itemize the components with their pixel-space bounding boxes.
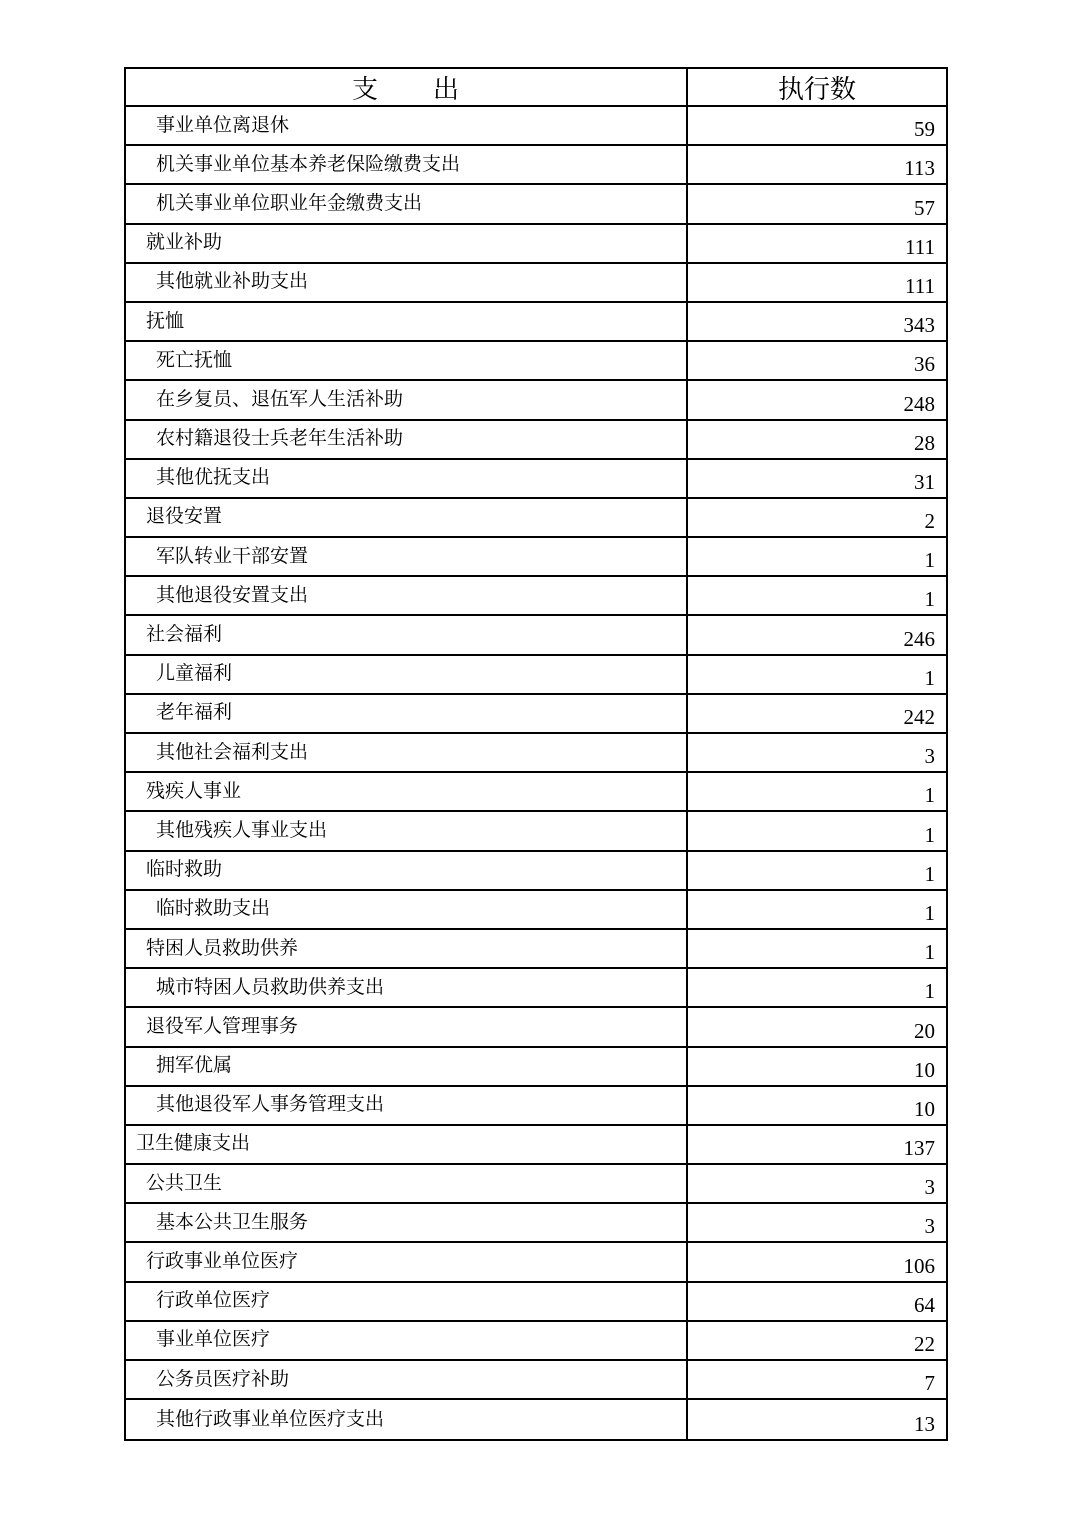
row-label: 公务员医疗补助 [126,1361,688,1398]
table-row [126,773,946,812]
row-label: 在乡复员、退伍军人生活补助 [126,381,688,418]
row-label: 机关事业单位职业年金缴费支出 [126,185,688,222]
row-label: 其他优抚支出 [126,460,688,497]
row-label: 其他行政事业单位医疗支出 [126,1400,688,1439]
row-value: 10 [914,1057,935,1082]
table-row [126,264,946,303]
table-row [126,577,946,616]
table-row [126,1048,946,1087]
row-value: 242 [903,705,935,729]
row-label: 社会福利 [126,616,688,653]
table-row [126,1361,946,1400]
row-value: 13 [914,1412,935,1437]
table-row [126,734,946,773]
row-value: 22 [914,1332,935,1356]
table-row [126,225,946,264]
row-label: 残疾人事业 [126,773,688,810]
table-row [126,1243,946,1282]
row-label: 死亡抚恤 [126,342,688,379]
row-label: 其他退役安置支出 [126,577,688,614]
row-label: 临时救助支出 [126,891,688,928]
header-executed-amount: 执行数 [777,74,856,104]
expenditure-table [124,67,948,1441]
row-label: 卫生健康支出 [126,1126,688,1163]
table-row [126,812,946,851]
row-value: 113 [904,156,935,181]
row-label: 公共卫生 [126,1165,688,1202]
row-value: 36 [914,352,935,377]
row-label: 老年福利 [126,695,688,732]
row-label: 行政事业单位医疗 [126,1243,688,1280]
row-label: 拥军优属 [126,1048,688,1085]
table-row [126,342,946,381]
header-expense: 支 出 [126,69,688,105]
table-row [126,1400,946,1439]
table-body [126,107,946,1439]
row-label: 其他残疾人事业支出 [126,812,688,849]
table-row [126,969,946,1008]
row-label: 临时救助 [126,852,688,889]
row-label: 儿童福利 [126,656,688,693]
table-row [126,460,946,499]
table-row [126,1165,946,1204]
row-value: 1 [924,548,935,573]
row-value: 246 [903,626,935,651]
table-row [126,1008,946,1047]
row-value: 1 [924,940,935,965]
row-label: 农村籍退役士兵老年生活补助 [126,421,688,458]
row-value: 1 [924,861,935,886]
row-value: 3 [924,1214,935,1239]
table-row [126,1087,946,1126]
row-label: 其他就业补助支出 [126,264,688,301]
table-row [126,303,946,342]
row-value: 1 [924,822,935,847]
row-value: 106 [903,1253,935,1278]
table-row [126,381,946,420]
row-label: 退役军人管理事务 [126,1008,688,1045]
row-label: 军队转业干部安置 [126,538,688,575]
table-row [126,616,946,655]
row-value: 343 [903,313,935,338]
row-value: 2 [924,509,935,534]
table-header-row [126,69,946,107]
row-label: 特困人员救助供养 [126,930,688,967]
table-row [126,695,946,734]
row-value: 1 [924,979,935,1004]
row-value: 10 [914,1096,935,1121]
row-label: 其他社会福利支出 [126,734,688,771]
row-value: 1 [924,665,935,690]
row-value: 137 [903,1136,935,1161]
row-value: 28 [914,430,935,455]
table-row [126,1322,946,1361]
row-value: 1 [924,587,935,612]
table-row [126,1283,946,1322]
row-value: 111 [905,273,935,298]
row-value: 3 [924,744,935,769]
table-row [126,852,946,891]
table-row [126,421,946,460]
row-value: 1 [924,900,935,925]
row-label: 事业单位医疗 [126,1322,688,1359]
row-label: 基本公共卫生服务 [126,1204,688,1241]
row-value: 64 [914,1292,935,1317]
row-value: 7 [924,1371,935,1396]
row-label: 其他退役军人事务管理支出 [126,1087,688,1124]
row-value: 31 [914,469,935,494]
row-label: 机关事业单位基本养老保险缴费支出 [126,146,688,183]
row-value: 111 [905,234,935,259]
table-row [126,1126,946,1165]
row-label: 城市特困人员救助供养支出 [126,969,688,1006]
row-value: 1 [924,783,935,808]
table-row [126,656,946,695]
row-label: 退役安置 [126,499,688,536]
table-row [126,185,946,224]
table-row [126,499,946,538]
table-row [126,1204,946,1243]
row-label: 抚恤 [126,303,688,340]
row-label: 行政单位医疗 [126,1283,688,1320]
row-value: 57 [914,195,935,220]
row-value: 59 [914,117,935,142]
table-row [126,538,946,577]
table-row [126,891,946,930]
table-row [126,107,946,146]
table-row [126,146,946,185]
row-value: 248 [903,391,935,416]
row-value: 3 [924,1175,935,1200]
row-label: 事业单位离退休 [126,107,688,144]
row-label: 就业补助 [126,225,688,262]
table-row [126,930,946,969]
row-value: 20 [914,1018,935,1043]
